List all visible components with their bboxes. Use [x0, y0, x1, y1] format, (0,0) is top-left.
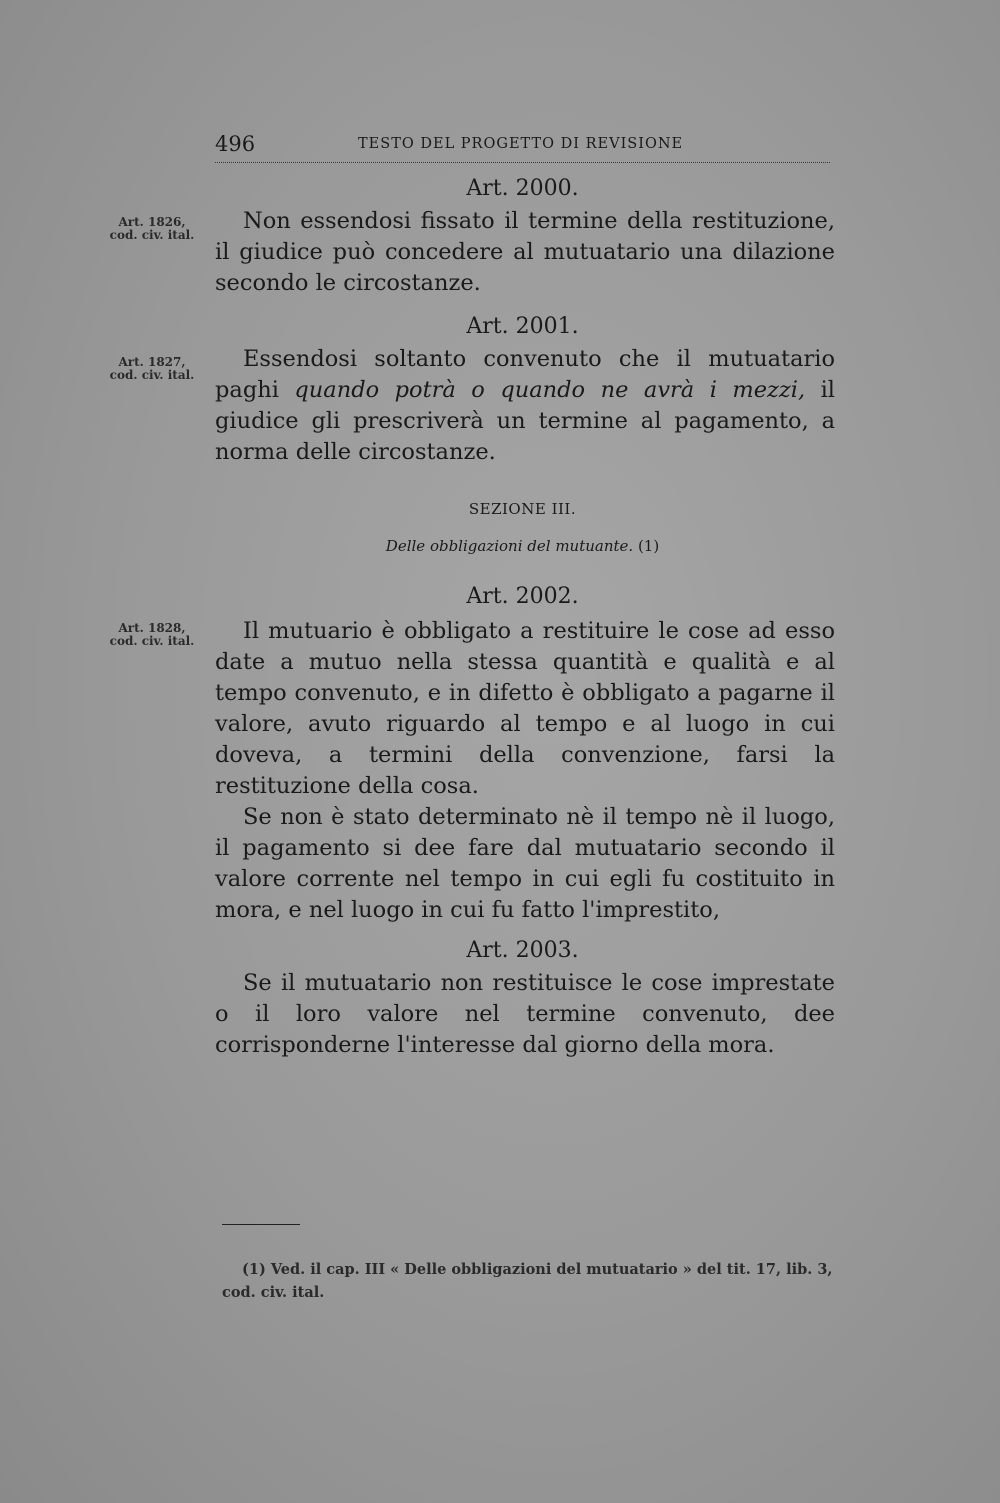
- article-2000-text: Non essendosi fissato il termine della restituzione, il giudice può concedere al mutuatario una dilazione secondo le circostanze.: [215, 208, 835, 296]
- footnote-reference: (1): [633, 537, 660, 555]
- article-heading-2003: Art. 2003.: [466, 938, 579, 963]
- margin-note-art-1826: [92, 216, 212, 242]
- section-subtitle-text: Delle obbligazioni del mutuante.: [385, 537, 634, 555]
- article-heading-2002: Art. 2002.: [466, 584, 579, 609]
- article-2001-text: [215, 344, 835, 468]
- footnote: (1) Ved. il cap. III « Delle obbligazioni del mutuatario » del tit. 17, lib. 3, cod. civ. ital.: [222, 1261, 833, 1301]
- footnote-rule: [222, 1224, 300, 1225]
- article-heading-2001: Art. 2001.: [466, 314, 579, 339]
- margin-note-line: Art. 1828,: [118, 621, 186, 635]
- article-2003-text: Se il mutuatario non restituisce le cose imprestate o il loro valore nel termine convenuto, dee corrisponderne l'interesse dal giorno della mora.: [215, 970, 835, 1058]
- page-header: [215, 132, 830, 163]
- article-2002-paragraph-1: Il mutuario è obbligato a restituire le cose ad esso date a mutuo nella stessa quantità e qualità e al tempo convenuto, e in difetto è obbligato a pagarne il valore, avuto riguardo al tempo e al luogo in cui doveva, a termini della convenzione, farsi la restituzione della cosa.: [215, 618, 835, 799]
- article-2001-text-start: Essendosi soltanto convenuto che il mutuatario paghi: [215, 346, 835, 403]
- page-number: 496: [215, 132, 256, 156]
- margin-note-line: cod. civ. ital.: [109, 228, 195, 242]
- article-2002-paragraph-2: Se non è stato determinato nè il tempo nè il luogo, il pagamento si dee fare dal mutuatario secondo il valore corrente nel tempo in cui egli fu costituito in mora, e nel luogo in cui fu fatto l'imprestito,: [215, 804, 835, 923]
- margin-note-line: Art. 1827,: [118, 355, 186, 369]
- margin-note-line: cod. civ. ital.: [109, 368, 195, 382]
- running-title: TESTO DEL PROGETTO DI REVISIONE: [358, 136, 684, 152]
- margin-note-art-1828: [92, 622, 212, 648]
- section-subtitle: [215, 537, 830, 555]
- article-heading-2000: Art. 2000.: [466, 176, 579, 201]
- margin-note-line: Art. 1826,: [118, 215, 186, 229]
- margin-note-art-1827: [92, 356, 212, 382]
- article-2001-text-end: il giudice gli prescriverà un termine al pagamento, a norma delle circostanze.: [215, 377, 835, 465]
- margin-note-line: cod. civ. ital.: [109, 634, 195, 648]
- article-2001-italic-phrase: quando potrà o quando ne avrà i mezzi,: [294, 377, 806, 403]
- section-title: SEZIONE III.: [468, 500, 577, 518]
